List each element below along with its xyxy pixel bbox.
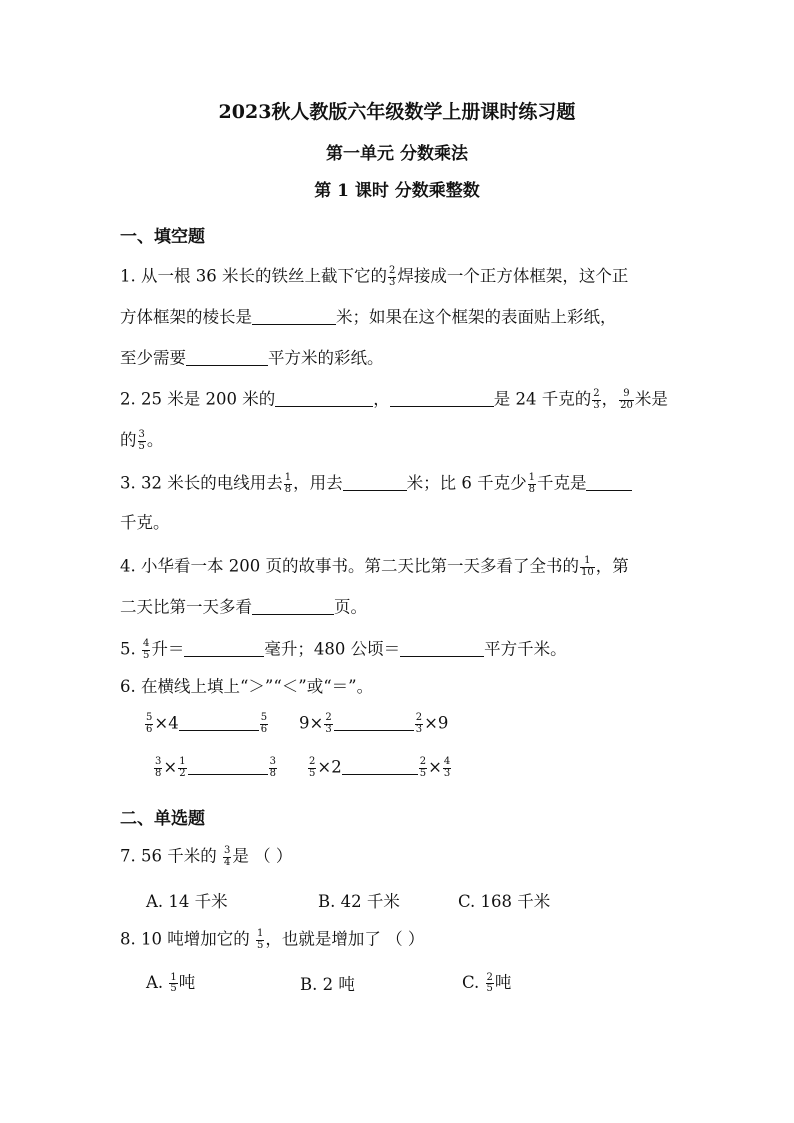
fraction: $\frac{9}{20}$ bbox=[620, 388, 633, 411]
fraction: $\frac{1}{2}$ bbox=[179, 756, 186, 779]
question-4-line-2: 二天比第一天多看 页。 bbox=[120, 597, 367, 617]
fraction: $\frac{1}{5}$ bbox=[170, 971, 177, 994]
fraction: $\frac{2}{3}$ bbox=[388, 265, 396, 288]
answer-blank[interactable] bbox=[400, 639, 484, 657]
fraction: $\frac{2}{3}$ bbox=[593, 388, 600, 411]
fraction: $\frac{4}{3}$ bbox=[443, 756, 451, 779]
answer-blank[interactable] bbox=[252, 597, 334, 615]
section-fill-in-heading: 一、填空题 bbox=[120, 227, 205, 247]
fraction: $\frac{3}{8}$ bbox=[155, 756, 162, 779]
answer-blank[interactable] bbox=[184, 639, 264, 657]
fraction: $\frac{2}{5}$ bbox=[486, 971, 493, 994]
fraction: $\frac{2}{5}$ bbox=[419, 756, 427, 779]
fraction: $\frac{3}{5}$ bbox=[138, 429, 145, 452]
fraction: $\frac{1}{8}$ bbox=[284, 472, 292, 495]
answer-blank[interactable] bbox=[390, 389, 494, 407]
lesson-title: 第 1 课时 分数乘整数 bbox=[314, 181, 480, 201]
page-title: 2023秋人教版六年级数学上册课时练习题 bbox=[218, 101, 576, 123]
fraction: $\frac{1}{5}$ bbox=[256, 928, 264, 951]
compare-expression-4: $\frac{2}{5}$ ×2 $\frac{2}{5}$ × $\frac{4}{3}$ bbox=[309, 756, 451, 779]
question-8-option-b[interactable]: B. 2 吨 bbox=[300, 975, 355, 994]
fraction: $\frac{2}{5}$ bbox=[309, 756, 316, 779]
question-8-option-c[interactable]: C. $\frac{2}{5}$ 吨 bbox=[462, 971, 512, 994]
answer-blank[interactable] bbox=[343, 473, 407, 491]
compare-expression-2: 9× $\frac{2}{3}$ $\frac{2}{3}$ ×9 bbox=[299, 712, 449, 735]
fraction: $\frac{1}{8}$ bbox=[528, 472, 535, 495]
answer-blank[interactable] bbox=[334, 713, 414, 731]
question-8-stem: 8. 10 吨增加它的 $\frac{1}{5}$ ，也就是增加了 （ ） bbox=[120, 928, 425, 951]
answer-blank[interactable] bbox=[586, 473, 632, 491]
answer-blank[interactable] bbox=[275, 389, 373, 407]
question-3-line-2: 千克。 bbox=[120, 513, 170, 532]
fraction: $\frac{5}{6}$ bbox=[146, 712, 153, 735]
section-single-choice-heading: 二、单选题 bbox=[120, 809, 205, 829]
question-8-option-a[interactable]: A. $\frac{1}{5}$ 吨 bbox=[146, 971, 196, 994]
answer-blank[interactable] bbox=[186, 348, 268, 366]
answer-blank[interactable] bbox=[188, 757, 268, 775]
question-2-line-2: 的 $\frac{3}{5}$ 。 bbox=[120, 429, 164, 452]
question-6-line: 6. 在横线上填上“＞”“＜”或“＝”。 bbox=[120, 677, 374, 696]
fraction: $\frac{5}{6}$ bbox=[260, 712, 268, 735]
answer-blank[interactable] bbox=[342, 757, 418, 775]
fraction: $\frac{2}{3}$ bbox=[325, 712, 332, 735]
question-7-option-c[interactable]: C. 168 千米 bbox=[458, 892, 551, 911]
fraction: $\frac{3}{8}$ bbox=[269, 756, 276, 779]
question-1-line-1: 1. 从一根 36 米长的铁丝上截下它的 $\frac{2}{3}$ 焊接成一个正方体框架，这个正 bbox=[120, 265, 629, 288]
fraction: $\frac{2}{3}$ bbox=[415, 712, 423, 735]
fraction: $\frac{1}{10}$ bbox=[580, 555, 594, 578]
question-7-option-a[interactable]: A. 14 千米 bbox=[146, 892, 228, 911]
fraction: $\frac{4}{5}$ bbox=[143, 638, 150, 661]
fraction: $\frac{3}{4}$ bbox=[223, 845, 231, 868]
question-5-line: 5. $\frac{4}{5}$ 升＝ 毫升；480 公顷＝ 平方千米。 bbox=[120, 638, 567, 661]
question-3-line-1: 3. 32 米长的电线用去 $\frac{1}{8}$ ，用去 米；比 6 千克少 $\frac{1}{8}$ 千克是 bbox=[120, 473, 632, 495]
question-1-line-3: 至少需要 平方米的彩纸。 bbox=[120, 348, 384, 368]
question-1-line-2: 方体框架的棱长是 米；如果在这个框架的表面贴上彩纸， bbox=[120, 307, 617, 327]
question-7-stem: 7. 56 千米的 $\frac{3}{4}$ 是 （ ） bbox=[120, 845, 293, 868]
question-7-option-b[interactable]: B. 42 千米 bbox=[318, 892, 400, 911]
question-4-line-1: 4. 小华看一本 200 页的故事书。第二天比第一天多看了全书的 $\frac{1}{10}$ ，第 bbox=[120, 555, 629, 578]
answer-blank[interactable] bbox=[252, 307, 336, 325]
compare-expression-1: $\frac{5}{6}$ ×4 $\frac{5}{6}$ bbox=[146, 712, 268, 735]
compare-expression-3: $\frac{3}{8}$ × $\frac{1}{2}$ $\frac{3}{8}$ bbox=[155, 756, 276, 779]
question-2-line-1: 2. 25 米是 200 米的 ， 是 24 千克的 $\frac{2}{3}$ ， $\frac{9}{20}$ 米是 bbox=[120, 388, 668, 411]
unit-title: 第一单元 分数乘法 bbox=[326, 144, 468, 164]
answer-blank[interactable] bbox=[179, 713, 259, 731]
